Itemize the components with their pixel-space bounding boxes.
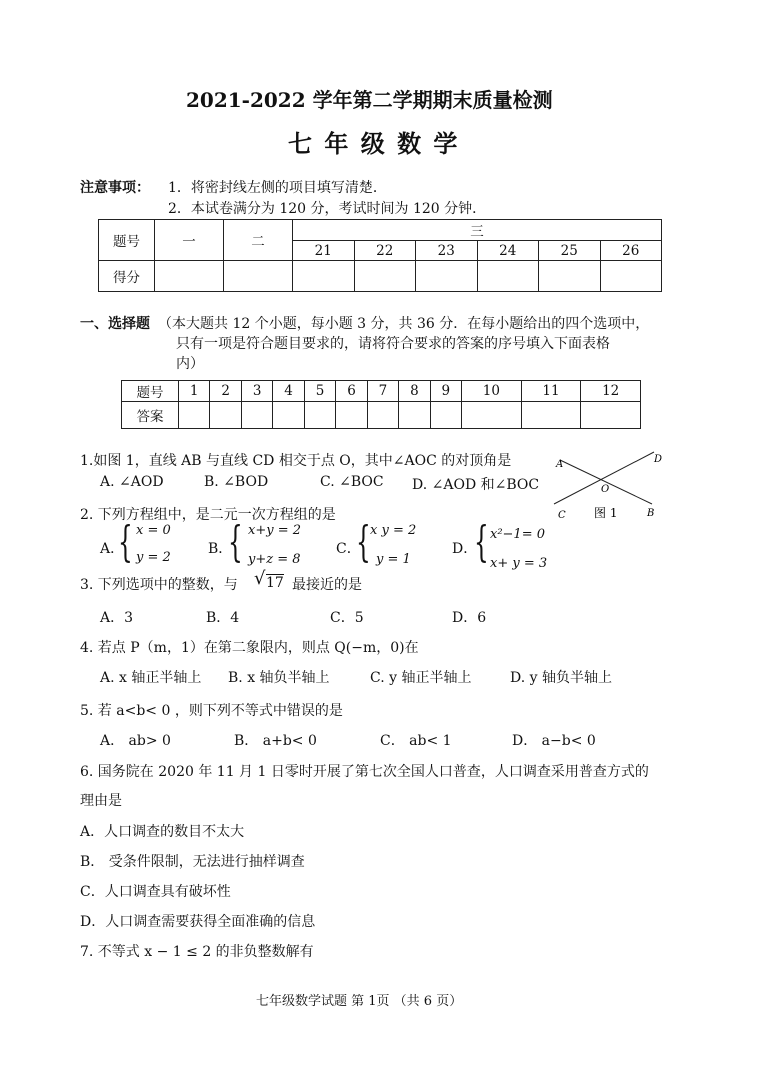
q2-c-eq2: y = 1 [376,552,411,567]
score-table-col-2: 二 [224,220,293,261]
score-cell[interactable] [416,261,478,292]
score-table-col-3: 三 [293,220,662,241]
answer-cell[interactable] [521,402,581,429]
score-cell[interactable] [224,261,293,292]
answer-cell[interactable] [581,402,641,429]
q7-stem: 7. 不等式 x − 1 ≤ 2 的非负整数解有 [80,944,314,960]
answer-cell[interactable] [273,402,304,429]
answer-cell[interactable] [399,402,430,429]
q1-stem: 1.如图 1，直线 AB 与直线 CD 相交于点 O，其中∠AOC 的对顶角是 [80,453,512,469]
q2-option-a-label: A． [100,541,125,557]
q4-option-c: C. y 轴正半轴上 [370,670,472,686]
figure-1-intersecting-lines [548,444,680,524]
q2-a-eq1: x = 0 [136,523,171,538]
q5-option-c: C． ab< 1 [380,733,452,749]
score-cell[interactable] [539,261,601,292]
q5-option-b: B． a+b< 0 [234,733,317,749]
notice-label: 注意事项： [80,180,150,196]
answer-cell[interactable] [430,402,461,429]
q2-a-eq2: y = 2 [136,550,171,565]
q1-option-c: C. ∠BOC [320,474,384,490]
q3-radicand: 17 [266,575,284,591]
answer-cell[interactable] [241,402,272,429]
score-cell[interactable] [155,261,224,292]
answer-cell[interactable] [210,402,241,429]
q4-option-d: D. y 轴负半轴上 [510,670,612,686]
q2-d-brace: { [474,517,489,566]
score-table-label-score: 得分 [99,261,155,292]
q3-stem-start: 3. 下列选项中的整数，与 [80,577,238,593]
section-1-line-3: 内） [176,356,204,372]
answer-number: 4 [273,381,304,402]
q3-option-d: D．6 [452,610,487,626]
subject-title: 七 年 级 数 学 [288,129,460,158]
score-table-sub-25: 25 [539,241,601,261]
score-table-sub-26: 26 [600,241,662,261]
score-cell[interactable] [600,261,662,292]
point-d-label: D [654,454,663,465]
q1-option-a: A. ∠AOD [100,474,164,490]
score-table [98,219,662,292]
notice-item-1: 1．将密封线左侧的项目填写清楚． [168,180,387,196]
answer-table-label-number: 题号 [122,381,179,402]
q6-option-d: D．人口调查需要获得全面准确的信息 [80,914,316,930]
q2-d-eq1: x²−1= 0 [490,527,546,542]
score-cell[interactable] [477,261,539,292]
q1-option-b: B. ∠BOD [204,474,269,490]
section-1-line-1: （本大题共 12 个小题，每小题 3 分，共 36 分．在每小题给出的四个选项中， [158,316,650,332]
score-cell[interactable] [293,261,355,292]
line-ab [560,460,652,504]
q1-option-d: D. ∠AOD 和∠BOC [412,477,540,493]
score-table-sub-22: 22 [354,241,416,261]
q2-d-eq2: x+ y = 3 [490,556,548,571]
q2-b-brace: { [228,517,243,566]
section-1-title: 一、选择题 [80,316,150,332]
answer-number: 3 [241,381,272,402]
answer-number: 8 [399,381,430,402]
q5-stem: 5. 若 a<b< 0 ，则下列不等式中错误的是 [80,703,343,719]
q2-c-brace: { [356,517,371,566]
answer-cell[interactable] [462,402,522,429]
q2-c-eq1: x y = 2 [370,523,417,538]
figure-1-caption: 图 1 [594,506,618,520]
score-table-sub-21: 21 [293,241,355,261]
point-c-label: C [558,510,566,521]
q4-option-b: B. x 轴负半轴上 [228,670,330,686]
exam-title: 2021-2022 学年第二学期期末质量检测 [186,88,553,112]
answer-number: 12 [581,381,641,402]
q5-option-a: A． ab> 0 [100,733,171,749]
score-table-sub-24: 24 [477,241,539,261]
answer-cell[interactable] [336,402,367,429]
answer-cell[interactable] [304,402,335,429]
score-cell[interactable] [354,261,416,292]
answer-table [121,380,641,429]
answer-number: 9 [430,381,461,402]
q2-b-eq1: x+y = 2 [248,523,301,538]
q2-a-brace: { [118,517,133,566]
section-1-line-2: 只有一项是符合题目要求的，请将符合要求的答案的序号填入下面表格 [176,336,610,352]
page-footer: 七年级数学试题 第 1页 （共 6 页） [256,994,463,1009]
q2-b-eq2: y+z = 8 [248,552,301,567]
line-cd [554,452,654,504]
q6-stem-line-1: 6. 国务院在 2020 年 11 月 1 日零时开展了第七次全国人口普查，人口调查采用普查方式的 [80,764,649,780]
notice-item-2: 2．本试卷满分为 120 分，考试时间为 120 分钟． [168,201,487,217]
point-a-label: A [556,459,564,470]
score-table-sub-23: 23 [416,241,478,261]
answer-cell[interactable] [179,402,210,429]
q2-option-b-label: B． [208,541,233,557]
q4-stem: 4. 若点 P（m，1）在第二象限内，则点 Q(−m，0)在 [80,640,419,656]
q2-option-c-label: C． [336,541,361,557]
answer-number: 11 [521,381,581,402]
q6-stem-line-2: 理由是 [80,793,122,809]
answer-number: 10 [462,381,522,402]
q5-option-d: D． a−b< 0 [512,733,596,749]
score-table-col-1: 一 [155,220,224,261]
q6-option-b: B． 受条件限制，无法进行抽样调查 [80,854,305,870]
q3-radical-sign: √ [254,568,266,589]
q4-option-a: A. x 轴正半轴上 [100,670,202,686]
answer-cell[interactable] [367,402,398,429]
answer-number: 6 [336,381,367,402]
answer-number: 7 [367,381,398,402]
q2-stem: 2. 下列方程组中，是二元一次方程组的是 [80,507,336,523]
q3-stem-end: 最接近的是 [292,577,362,593]
point-b-label: B [647,508,655,519]
q2-option-d-label: D． [452,541,478,557]
answer-table-label-answer: 答案 [122,402,179,429]
q3-option-b: B．4 [206,610,240,626]
answer-number: 5 [304,381,335,402]
q6-option-a: A．人口调查的数目不太大 [80,824,245,840]
q3-option-c: C．5 [330,610,364,626]
q6-option-c: C．人口调查具有破坏性 [80,884,231,900]
q3-option-a: A．3 [100,610,134,626]
answer-number: 1 [179,381,210,402]
score-table-label-number: 题号 [99,220,155,261]
answer-number: 2 [210,381,241,402]
point-o-label: O [601,484,610,495]
